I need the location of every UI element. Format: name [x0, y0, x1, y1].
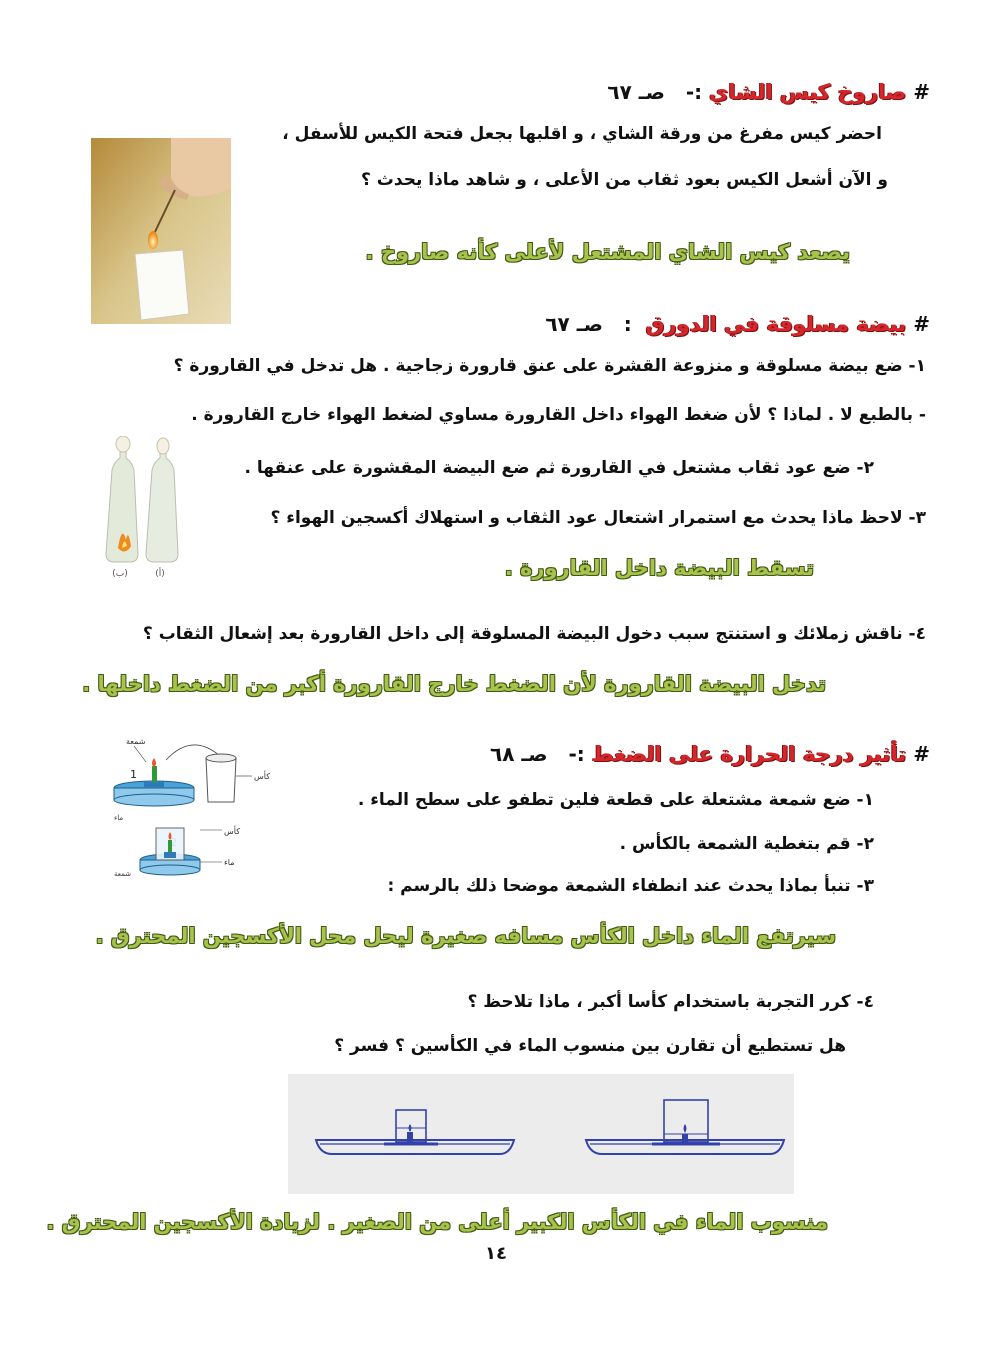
bottle-label-a: (أ)	[155, 569, 165, 579]
section3-ref: صـ ٦٨	[490, 742, 548, 766]
section3-answer1: سيرتفع الماء داخل الكأس مسافه صغيرة ليحل محل الأكسجين المحترق .	[95, 924, 836, 948]
label-water-bottom: ماء	[224, 858, 235, 867]
section1-title: صاروخ كيس الشاي	[709, 80, 907, 104]
section2-line5: ٤- ناقش زملائك و استنتج سبب دخول البيضة المسلوقة إلى داخل القارورة بعد إشعال الثقاب ؟	[142, 624, 926, 644]
bottle-label-b: (ب)	[112, 569, 128, 579]
label-candle-top: شمعة	[126, 737, 146, 746]
section3-line2: ٢- قم بتغطية الشمعة بالكأس .	[619, 834, 874, 854]
section2-line1: ١- ضع بيضة مسلوقة و منزوعة القشرة على عنق قارورة زجاجية . هل تدخل في القارورة ؟	[173, 356, 926, 376]
two-cups-sketch	[288, 1074, 794, 1194]
heading-sep: :-	[568, 742, 585, 766]
section3-line1: ١- ضع شمعة مشتعلة على قطعة فلين تطفو على سطح الماء .	[357, 790, 874, 810]
section1-line1: احضر كيس مفرغ من ورقة الشاي ، و اقلبها بجعل فتحة الكيس للأسفل ،	[282, 124, 882, 144]
section2-title: بيضة مسلوقة في الدورق	[645, 312, 907, 336]
heading-sep: :-	[685, 80, 703, 104]
candle-diagram	[112, 736, 308, 882]
egg-bottles-photo	[98, 436, 196, 582]
section3-line5: هل تستطيع أن تقارن بين منسوب الماء في الكأسين ؟ فسر ؟	[334, 1036, 846, 1056]
label-cup-top: كأس	[254, 772, 271, 781]
section3-heading	[490, 742, 930, 766]
section2-answer1: تسقط البيضة داخل القارورة .	[504, 556, 814, 580]
section2-line2: - بالطبع لا . لماذا ؟ لأن ضغط الهواء داخل القارورة مساوي لضغط الهواء خارج القارورة .	[191, 405, 926, 425]
heading-hash: #	[913, 80, 930, 104]
section2-heading	[545, 312, 930, 336]
section2-ref: صـ ٦٧	[545, 312, 603, 336]
section1-answer: يصعد كيس الشاي المشتعل لأعلى كأنه صاروخ .	[365, 240, 850, 264]
section2-line3: ٢- ضع عود ثقاب مشتعل في القارورة ثم ضع البيضة المقشورة على عنقها .	[244, 458, 874, 478]
section3-title: تأثير درجة الحرارة على الضغط	[591, 742, 907, 766]
section1-ref: صـ ٦٧	[607, 80, 665, 104]
label-number-1: 1	[130, 768, 137, 781]
label-water-top: ماء	[114, 814, 124, 822]
heading-sep: :	[623, 312, 632, 336]
section3-line4: ٤- كرر التجربة باستخدام كأسا أكبر ، ماذا تلاحظ ؟	[467, 992, 874, 1012]
heading-hash: #	[913, 312, 930, 336]
section3-answer2: منسوب الماء في الكأس الكبير أعلى من الصغير . لزيادة الأكسجين المحترق .	[46, 1210, 828, 1234]
heading-hash: #	[913, 742, 930, 766]
tea-bag-photo	[91, 138, 231, 324]
label-candle-bottom: شمعة	[114, 870, 132, 878]
section1-line2: و الآن أشعل الكيس بعود ثقاب من الأعلى ، و شاهد ماذا يحدث ؟	[361, 170, 888, 190]
label-cup-bottom: كأس	[224, 827, 241, 836]
section2-line4: ٣- لاحظ ماذا يحدث مع استمرار اشتعال عود الثقاب و استهلاك أكسجين الهواء ؟	[270, 508, 926, 528]
section2-answer2: تدخل البيضة القارورة لأن الضغط خارج القارورة أكبر من الضغط داخلها .	[82, 672, 826, 696]
section1-heading	[607, 80, 930, 104]
page-number: ١٤	[485, 1243, 507, 1264]
section3-line3: ٣- تنبأ بماذا يحدث عند انطفاء الشمعة موضحا ذلك بالرسم :	[387, 876, 874, 896]
